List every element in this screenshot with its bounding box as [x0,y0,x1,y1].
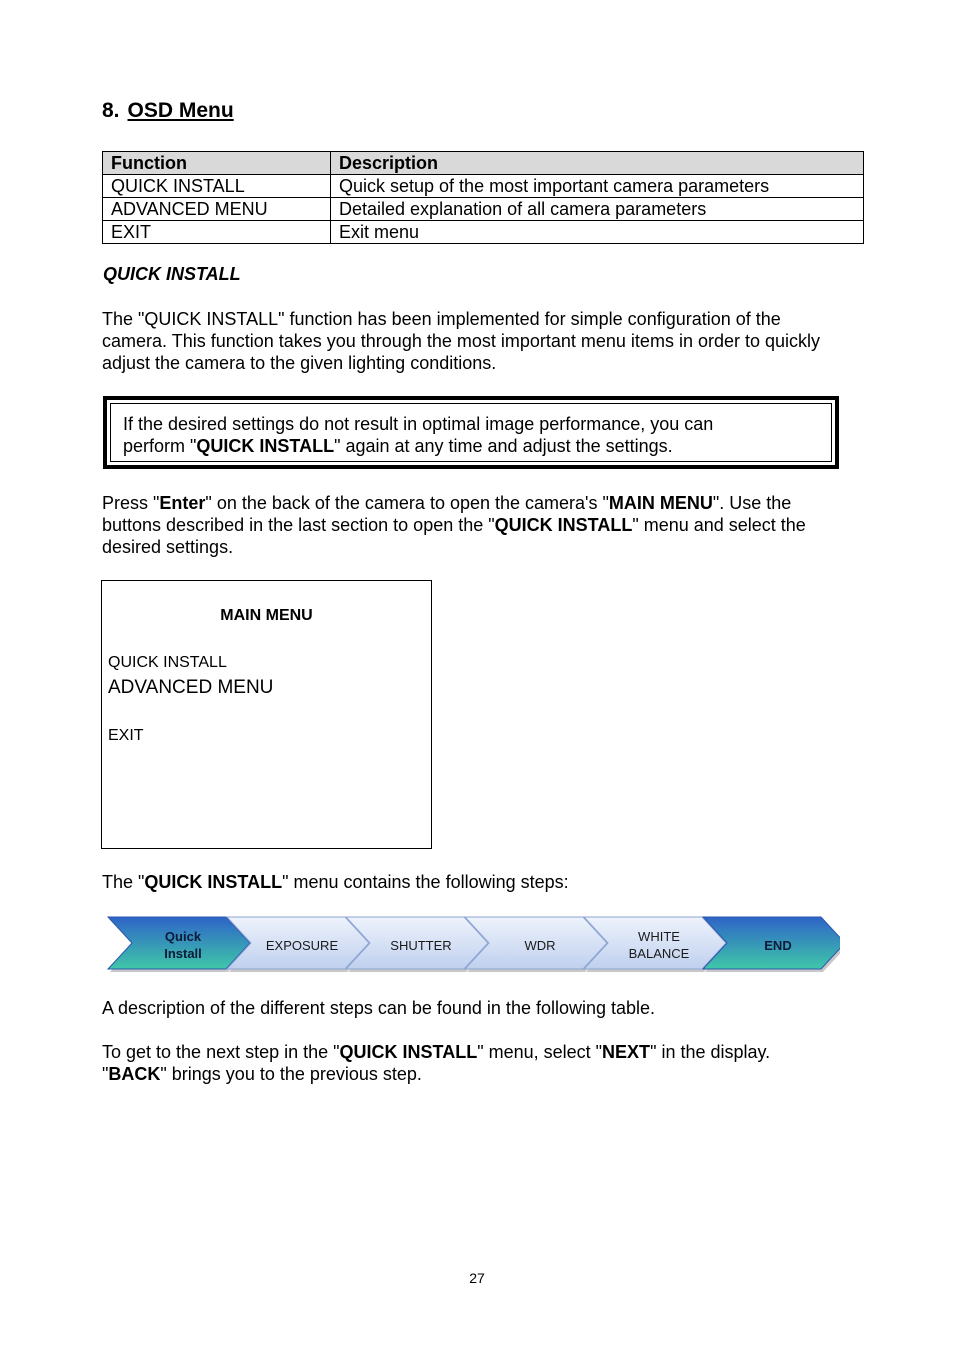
intro-paragraph [102,308,882,374]
next-back-paragraph [102,1041,882,1085]
function-table [102,151,864,244]
press-line: desired settings. [102,537,234,557]
press-paragraph [102,492,882,558]
steps-intro: The "QUICK INSTALL" menu contains the following steps: [102,872,569,892]
table-cell-function: ADVANCED MENU [103,198,331,221]
quick-install-keyword: QUICK INSTALL [339,1042,478,1062]
osd-menu-title: MAIN MENU [220,607,313,624]
back-line: "BACK" brings you to the previous step. [102,1064,422,1084]
back-keyword: BACK [108,1064,161,1084]
table-cell-description: Quick setup of the most important camera parameters [331,175,864,198]
table-row [103,175,864,198]
table-cell-function: QUICK INSTALL [103,175,331,198]
note-line: If the desired settings do not result in optimal image performance, you can [123,414,714,434]
description-sentence: A description of the different steps can be found in the following table. [102,998,656,1018]
note-text: perform " [123,436,197,456]
press-line: buttons described in the last section to open the "QUICK INSTALL" menu and select the [102,515,806,535]
main-menu-keyword: MAIN MENU [608,493,713,513]
page-number: 27 [469,1270,485,1286]
osd-menu-item-quick-install[interactable]: QUICK INSTALL [108,654,227,671]
step-label: WHITE BALANCE [628,929,690,961]
quick-install-keyword: QUICK INSTALL [494,515,633,535]
table-header-function: Function [103,152,331,175]
step-label: END [764,937,792,953]
intro-line: camera. This function takes you through the most important menu items in order to quickly [102,331,821,351]
enter-keyword: Enter [159,493,206,513]
subheading-quick-install: QUICK INSTALL [103,264,241,284]
note-box [103,396,839,469]
intro-line: The "QUICK INSTALL" function has been implemented for simple configuration of the [102,309,781,329]
note-line [123,435,831,457]
section-heading [102,99,234,123]
table-cell-description: Detailed explanation of all camera parameters [331,198,864,221]
table-cell-description: Exit menu [331,221,864,244]
step-label: SHUTTER [390,937,452,953]
note-bold-text: QUICK INSTALL [196,436,335,456]
osd-menu-item-advanced-menu[interactable]: ADVANCED MENU [108,677,274,698]
note-box-inner [110,403,832,462]
quick-install-step-flow [106,915,840,975]
table-row [103,198,864,221]
note-text: " again at any time and adjust the settings. [334,436,673,456]
step-label: EXPOSURE [265,937,339,953]
table-cell-function: EXIT [103,221,331,244]
step-label: WDR [524,937,556,953]
quick-install-keyword: QUICK INSTALL [144,872,283,892]
intro-line: adjust the camera to the given lighting conditions. [102,353,497,373]
step-label: Quick Install [164,929,202,961]
table-header-row [103,152,864,175]
next-keyword: NEXT [602,1042,651,1062]
press-line: Press "Enter" on the back of the camera to open the camera's "MAIN MENU". Use the [102,493,792,513]
next-line: To get to the next step in the "QUICK INSTALL" menu, select "NEXT" in the display. [102,1042,771,1062]
osd-main-menu-screen [101,580,432,849]
table-header-description: Description [331,152,864,175]
osd-menu-item-exit[interactable]: EXIT [108,727,144,744]
section-title: OSD Menu [127,99,234,122]
section-number: 8. [102,99,120,122]
table-row [103,221,864,244]
